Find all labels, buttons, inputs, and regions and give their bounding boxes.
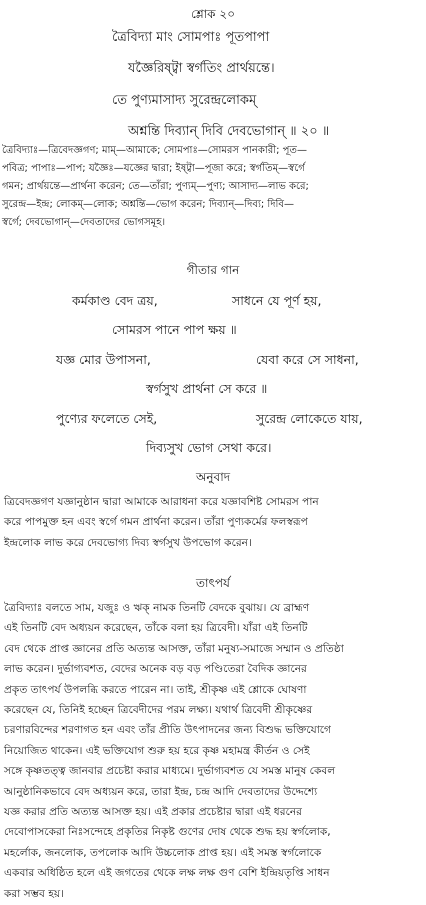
translation-text (4, 492, 422, 553)
verse-heading: শ্লোক ২০ (191, 7, 235, 21)
song-line: যজ্ঞ মোর উপাসনা, (56, 352, 151, 367)
translation-heading: অনুবাদ (195, 470, 231, 484)
word-meaning-line: পবিত্র; পাপাঃ—পাপ; যজ্ঞৈঃ—যজ্ঞের দ্বারা; ইষ্ট্বা—পূজা করে; স্বর্গতিম্—স্বর্গে (2, 163, 305, 174)
purport-line: চরণারবিন্দের শরণাগত হন এবং তাঁর প্রীতি উৎপাদনের জন্য বিশুদ্ধ ভক্তিযোগে (4, 724, 331, 737)
purport-text (4, 598, 422, 904)
song-line: কর্মকাণ্ড বেদ ত্রয়, (72, 293, 158, 308)
verse-line: অশ্নন্তি দিব্যান্ দিবি দেবভোগান্ ॥ ২০ ॥ (128, 124, 330, 139)
purport-line: যজ্ঞ করার প্রতি অত্যন্ত আসক্ত হয়। এই প্রকার প্রচেষ্টার দ্বারা এই ধরনের (4, 806, 302, 819)
purport-line: করেছেন যে, তিনিই হচ্ছেন ত্রিবেদীদের পরম লক্ষ্য। যথার্থ ত্রিবেদী শ্রীকৃষ্ণের (4, 704, 313, 717)
verse-line: যজ্ঞৈরিষ্ট্বা স্বর্গতিং প্রার্থয়ন্তে। (128, 61, 275, 76)
purport-line: এই তিনটি বেদ অধ্যয়ন করেছেন, তাঁকে বলা হয় ত্রিবেদী। যাঁরা এই তিনটি (4, 622, 308, 635)
song-line: দিব্যসুখ ভোগ সেথা করে। (146, 440, 272, 455)
purport-line: করা সম্ভব হয়। (4, 887, 64, 900)
verse-line: তে পুণ্যমাসাদ্য সুরেন্দ্রলোকম্ (112, 93, 257, 108)
song-line: স্বর্গসুখ প্রার্থনা সে করে ॥ (146, 381, 268, 396)
purport-line: একবার অধিষ্ঠিত হলে এই জগতের থেকে লক্ষ লক্ষ গুণ বেশি ইন্দ্রিয়তৃপ্তি সাধন (4, 867, 330, 880)
song-line: পুণ্যের ফলেতে সেই, (56, 411, 158, 426)
song-line: সুরেন্দ্র লোকেতে যায়, (256, 411, 363, 426)
word-meaning-line: গমন; প্রার্থয়ন্তে—প্রার্থনা করেন; তে—তাঁরা; পুণ্যম্—পুণ্য; আসাদ্য—লাভ করে; (2, 181, 309, 192)
translation-line: ত্রিবেদজ্ঞগণ যজ্ঞানুষ্ঠান দ্বারা আমাকে আরাধনা করে যজ্ঞাবশিষ্ট সোমরস পান (4, 496, 319, 508)
song-line: যেবা করে সে সাধনা, (256, 352, 359, 367)
purport-line: লাভ করেন। দুর্ভাগ্যবশত, বেদের অনেক বড় বড় পণ্ডিতেরা বৈদিক জ্ঞানের (4, 663, 307, 676)
translation-line: ইন্দ্রলোক লাভ করে দেবভোগ্য দিব্য স্বর্গসুখ উপভোগ করেন। (4, 536, 252, 549)
word-meanings (2, 142, 422, 232)
purport-line: মহর্লোক, জনলোক, তপলোক আদি উচ্চলোক প্রাপ্ত হয়। এই সমস্ত স্বর্গলোকে (4, 846, 322, 859)
purport-line: বেদ থেকে প্রাপ্ত জ্ঞানের প্রতি অত্যন্ত আসক্ত, তাঁরা মনুষ্য-সমাজে সম্মান ও প্রতিষ্ঠা (4, 642, 344, 655)
purport-line: প্রকৃত তাৎপর্য উপলব্ধি করতে পারেন না। তাই, শ্রীকৃষ্ণ এই শ্লোকে ঘোষণা (4, 683, 307, 696)
word-meaning-line: সুরেন্দ্র—ইন্দ্র; লোকম্—লোক; অশ্নন্তি—ভোগ করেন; দিব্যান্—দিব্য; দিবি— (2, 199, 294, 210)
song-line: সোমরস পানে পাপ ক্ষয় ॥ (112, 322, 237, 337)
purport-line: নিয়োজিত থাকেন। এই ভক্তিযোগ শুরু হয় হরে কৃষ্ণ মহামন্ত্র কীর্তন ও সেই (4, 744, 310, 757)
word-meaning-line: স্বর্গে; দেবভোগান্—দেবতাদের ভোগসমূহ। (2, 217, 166, 228)
verse-line: ত্রৈবিদ্যা মাং সোমপাঃ পূতপাপা (112, 30, 270, 45)
purport-heading: তাৎপর্য (196, 576, 230, 590)
song-heading: গীতার গান (186, 263, 240, 277)
translation-line: করে পাপমুক্ত হন এবং স্বর্গে গমন প্রার্থনা করেন। তাঁরা পুণ্যকর্মের ফলস্বরূপ (4, 516, 308, 529)
word-meaning-line: ত্রৈবিদ্যাঃ—ত্রিবেদজ্ঞগণ; মাম্—আমাকে; সোমপাঃ—সোমরস পানকারী; পূত— (2, 145, 307, 156)
song-line: সাধনে যে পূর্ণ হয়, (232, 293, 322, 308)
purport-line: ত্রৈবিদ্যাঃ বলতে সাম, যজুঃ ও ঋক্ নামক তিনটি বেদকে বুঝায়। যে ব্রাহ্মণ (4, 602, 310, 614)
purport-line: সঙ্গে কৃষ্ণতত্ত্ব জানবার প্রচেষ্টা করার মাধ্যমে। দুর্ভাগ্যবশত যে সমস্ত মানুষ কেবল (4, 765, 336, 778)
purport-line: আনুষ্ঠানিকভাবে বেদ অধ্যয়ন করে, তারা ইন্দ্র, চন্দ্র আদি দেবতাদের উদ্দেশ্যে (4, 785, 318, 798)
purport-line: দেবোপাসকেরা নিঃসন্দেহে প্রকৃতির নিকৃষ্ট গুণের দোষ থেকে শুদ্ধ হয় স্বর্গলোক, (4, 826, 331, 839)
